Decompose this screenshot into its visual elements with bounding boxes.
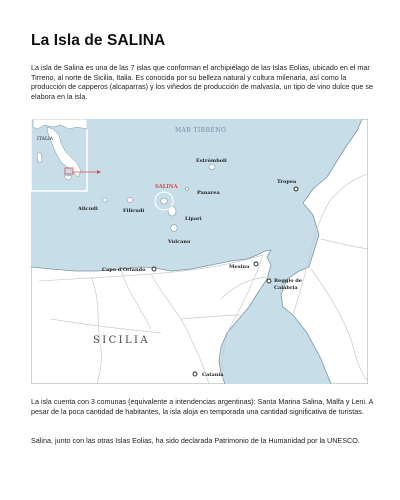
mesina-marker [254, 262, 258, 266]
catania-label: Catania [202, 372, 224, 378]
aeolian-islands-map [31, 119, 368, 384]
catania-marker [193, 372, 197, 376]
capo-dorlando-marker [152, 267, 156, 271]
intro-paragraph: La isla de Salina es una de las 7 islas que conforman el archipiélago de las Islas Eolias, ubicado en el mar Tirreno, al norte de Sicilia, Italia. Es conocida por su belleza natural y cultura milenaria, así como la producción de capperos (alcaparras) y los viñedos de producción de malvasía, un tipo de vino dulce que se elabora en la isla. [31, 63, 374, 101]
sea-label: MAR TIRRENO [175, 127, 227, 134]
inset-sardinia [37, 153, 42, 163]
mesina-label: Mesina [229, 264, 250, 270]
lipari-label: Lipari [185, 216, 202, 222]
filicudi-label: Filicudi [123, 208, 145, 214]
salina-island [161, 198, 168, 204]
reggio-label-line2: Calabria [274, 285, 298, 291]
unesco-paragraph: Salina, junto con las otras Islas Eolias, ha sido declarada Patrimonio de la Humanidad por la UNESCO. [31, 436, 360, 445]
reggio-marker [267, 279, 271, 283]
panarea-island [185, 188, 188, 191]
sicilia-label: SICILIA [93, 335, 151, 346]
capo-dorlando-label: Capo d'Orlando [102, 267, 146, 273]
italy-inset [31, 119, 87, 191]
lipari-island [168, 206, 176, 216]
tropea-marker [294, 187, 298, 191]
alicudi-label: Alicudi [78, 206, 98, 212]
stromboli-label: Estrómboli [196, 158, 227, 164]
reggio-label-line1: Reggio de [274, 278, 302, 284]
panarea-label: Panarea [197, 190, 220, 196]
inset-label-italia: ITALIA [37, 137, 54, 142]
salina-label: SALINA [155, 184, 178, 190]
filicudi-island [127, 198, 133, 203]
vulcano-island [171, 224, 177, 231]
vulcano-label: Vulcano [168, 239, 191, 245]
page-title: La Isla de SALINA [31, 32, 166, 49]
tropea-label: Tropea [277, 179, 297, 185]
alicudi-island [103, 198, 107, 202]
stromboli-island [209, 165, 215, 170]
comunas-paragraph: La isla cuenta con 3 comunas (equivalente a intendencias argentinas): Santa Marina Salina, Malfa y Leni. A pesar de la poca cantidad de habitantes, la isla aloja en temporada una cantidad significativa de turistas. [31, 397, 374, 416]
